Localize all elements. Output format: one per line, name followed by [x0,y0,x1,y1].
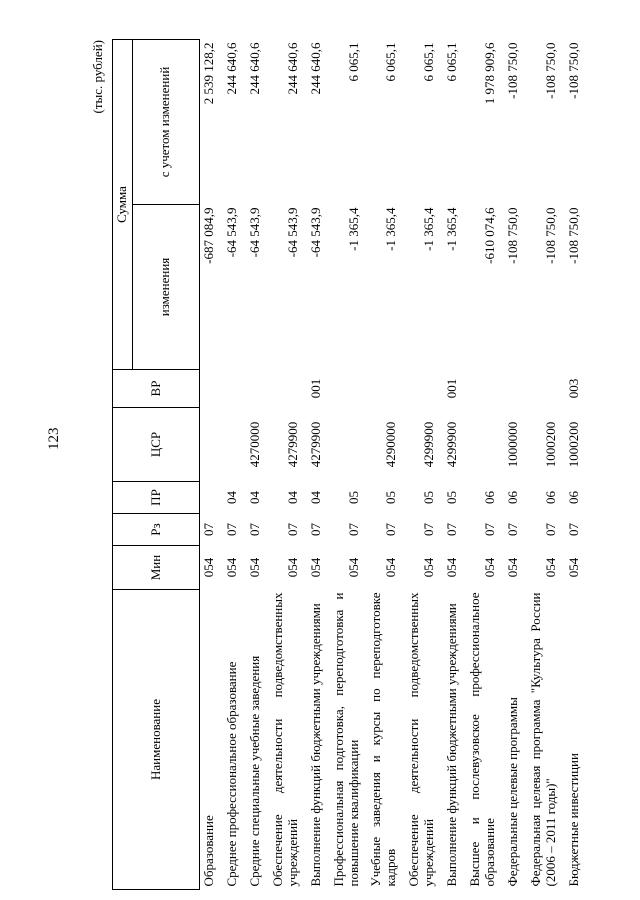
row-min: 054 [200,557,216,578]
table-row [242,40,265,890]
row-name: Высшее и послевузовское профессиональное образование [467,592,498,887]
row-name: Обеспечение деятельности подведомственных учреждений [269,592,300,887]
row-pr: 05 [345,491,361,504]
row-pr [199,482,218,514]
row-total: 6 065,1 [421,42,437,82]
row-rz: 07 [246,523,262,536]
row-name: Бюджетные инвестиции [565,753,581,887]
row-name: Учебные заведения и курсы по переподготовке кадров [368,592,399,887]
table-row [199,40,218,890]
row-vr [462,370,500,408]
row-csr: 4299900 [444,421,460,468]
row-pr: 04 [223,491,239,504]
row-total: -108 750,0 [565,42,581,99]
row-vr [363,370,401,408]
row-min: 054 [482,557,498,578]
row-total: 244 640,6 [284,42,300,95]
row-total: 1 978 909,6 [482,42,498,105]
header-min: Мин [113,546,200,590]
row-change: -108 750,0 [505,207,520,264]
row-min: 054 [565,557,581,578]
row-change: -1 365,4 [421,207,437,251]
row-pr: 06 [565,491,581,504]
row-total: 244 640,6 [223,42,239,95]
row-name: Профессиональная подготовка, переподготовка и повышение квалификации [330,592,361,887]
row-vr: 001 [444,378,460,399]
row-csr: 4279900 [307,421,323,468]
row-pr: 06 [505,491,520,504]
header-sum: Сумма [113,40,133,370]
row-csr: 1000000 [505,421,520,468]
row-name: Выполнение функций бюджетными учреждениями [444,603,460,887]
row-change: -64 543,9 [284,207,300,258]
row-rz: 07 [223,523,239,536]
row-change: -687 084,9 [200,207,216,264]
row-min: 054 [284,557,300,578]
header-pr: ПР [113,482,200,514]
row-csr: 4270000 [246,421,262,468]
row-csr [462,408,500,482]
row-change: -1 365,4 [345,207,361,251]
row-min: 054 [246,557,262,578]
row-min: 054 [345,557,361,578]
table-row [439,40,462,890]
row-csr [219,408,242,482]
row-csr: 1000200 [542,421,558,468]
page-number: 123 [46,427,62,450]
header-rz: Рз [113,514,200,546]
row-vr: 001 [307,378,323,399]
table-row [326,40,364,890]
table-body [199,40,583,890]
row-csr: 4299900 [421,421,437,468]
row-total: 6 065,1 [345,42,361,82]
row-rz: 07 [505,523,520,536]
table-row [500,40,523,890]
row-change: -1 365,4 [444,207,460,251]
row-name: Среднее профессиональное образование [223,661,239,887]
row-csr: 4279900 [284,421,300,468]
row-pr: 05 [444,491,460,504]
row-change: -108 750,0 [565,207,581,264]
row-min: 054 [444,557,460,578]
unit-label: (тыс. рублей) [90,40,105,114]
row-rz: 07 [345,523,361,536]
row-min: 054 [383,557,399,578]
row-total: 6 065,1 [383,42,399,82]
table-row [265,40,303,890]
row-rz: 07 [542,523,558,536]
row-vr [265,370,303,408]
row-name: Средние специальные учебные заведения [246,655,262,887]
row-min: 054 [542,557,558,578]
row-name: Образование [200,815,216,887]
row-vr [219,370,242,408]
row-change: -610 074,6 [482,207,498,264]
row-csr [326,408,364,482]
row-total: 244 640,6 [307,42,323,95]
row-change: -64 543,9 [246,207,262,258]
header-with-change: с учетом изменений [132,40,199,205]
row-total: 244 640,6 [246,42,262,95]
row-pr: 05 [421,491,437,504]
table-row [401,40,439,890]
row-total: -108 750,0 [505,42,520,99]
row-min: 054 [505,557,520,578]
table-row [462,40,500,890]
row-pr: 05 [383,491,399,504]
budget-table [112,39,584,890]
row-pr: 04 [307,491,323,504]
row-min: 054 [223,557,239,578]
table-row [523,40,561,890]
table-row [561,40,584,890]
row-change: -64 543,9 [223,207,239,258]
row-total: 6 065,1 [444,42,460,82]
row-name: Федеральные целевые программы [505,697,520,887]
row-total: -108 750,0 [542,42,558,99]
row-pr: 04 [246,491,262,504]
row-vr [523,370,561,408]
row-csr: 1000200 [565,421,581,468]
table-row [363,40,401,890]
row-vr [401,370,439,408]
table-row [303,40,326,890]
header-csr: ЦСР [113,408,200,482]
row-change: -1 365,4 [383,207,399,251]
row-vr [199,370,218,408]
row-change: -64 543,9 [307,207,323,258]
rotated-page-content [90,40,581,890]
row-rz: 07 [307,523,323,536]
row-pr: 04 [284,491,300,504]
row-pr: 06 [482,491,498,504]
table-row [219,40,242,890]
row-rz: 07 [444,523,460,536]
row-rz: 07 [565,523,581,536]
row-name: Выполнение функций бюджетными учреждениями [307,603,323,887]
row-rz: 07 [383,523,399,536]
row-vr [500,370,523,408]
row-rz: 07 [421,523,437,536]
row-csr: 4290000 [383,421,399,468]
header-name: Наименование [113,590,200,890]
header-vr: ВР [113,370,200,408]
row-vr [326,370,364,408]
row-name: Федеральная целевая программа "Культура России (2006 – 2011 годы)" [527,592,558,887]
row-vr: 003 [565,378,581,399]
row-min: 054 [307,557,323,578]
row-vr [242,370,265,408]
row-rz: 07 [200,523,216,536]
row-pr: 06 [542,491,558,504]
row-name: Обеспечение деятельности подведомственных учреждений [406,592,437,887]
row-change: -108 750,0 [542,207,558,264]
row-rz: 07 [482,523,498,536]
row-min: 054 [421,557,437,578]
row-csr [199,408,218,482]
header-change: изменения [132,205,199,370]
row-total: 2 539 128,2 [200,42,216,105]
row-rz: 07 [284,523,300,536]
